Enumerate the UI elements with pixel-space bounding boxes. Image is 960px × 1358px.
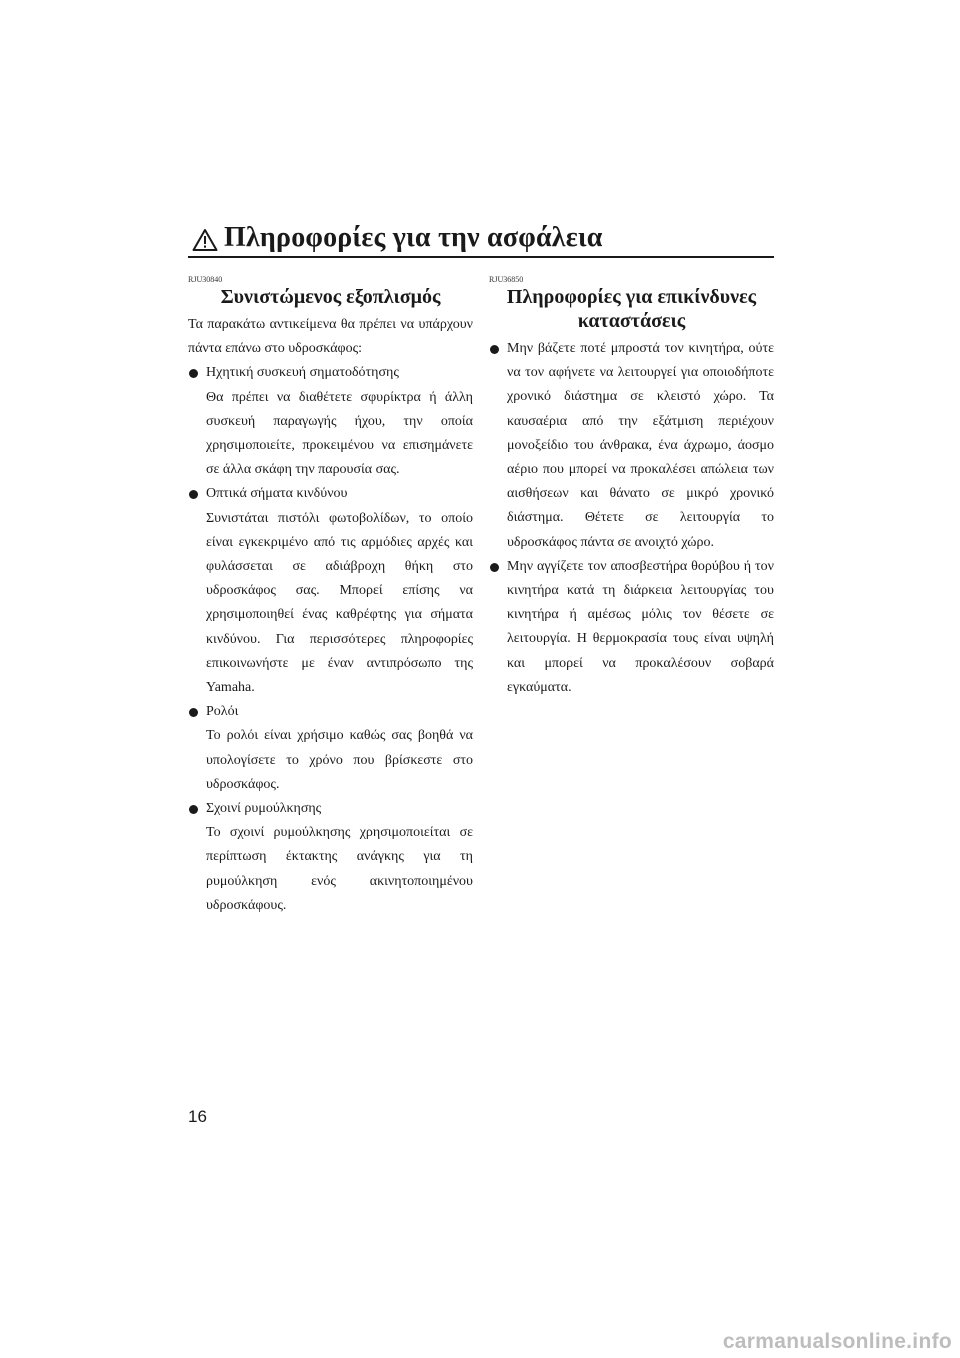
left-column bbox=[188, 275, 473, 918]
list-item bbox=[489, 555, 774, 700]
intro-text: Τα παρακάτω αντικείμενα θα πρέπει να υπάρχουν πάντα επάνω στο υδροσκάφος: bbox=[188, 317, 473, 357]
bullet-icon bbox=[189, 708, 198, 717]
bullet-icon bbox=[189, 490, 198, 499]
list-item-body: Θα πρέπει να διαθέτετε σφυρίκτρα ή άλλη συσκευή παραγωγής ήχου, την οποία χρησιμοποιείτε, προκειμένου να επισημάνετε σε άλλα σκάφη την παρουσία σας. bbox=[206, 389, 473, 478]
list-item-body: Μην αγγίζετε τον αποσβεστήρα θορύβου ή τον κινητήρα κατά τη διάρκεια λειτουργίας του κινητήρα ή αμέσως μόλις τον θέσετε σε λειτουργία. Η θερμοκρασία τους είναι υψηλή και μπορεί να προκαλέσουν σοβαρά εγκαύματα. bbox=[507, 558, 774, 695]
list-item bbox=[489, 337, 774, 555]
list-item-body: Μην βάζετε ποτέ μπροστά τον κινητήρα, ούτε να τον αφήνετε να λειτουργεί για οποιοδήποτε χρονικό διάστημα σε κλειστό χώρο. Τα καυσαέρια από την εξάτμιση περιέχουν μονοξείδιο του άνθρακα, ένα άχρωμο, άοσμο αέριο που μπορεί να προκαλέσει απώλεια των αισθήσεων και θάνατο σε μικρό χρονικό διάστημα. Θέτετε σε λειτουργία το υδροσκάφος πάντα σε ανοιχτό χώρο. bbox=[507, 341, 774, 550]
list-item-title: Ηχητική συσκευή σηματοδότησης bbox=[206, 365, 399, 381]
list-item-title: Οπτικά σήματα κινδύνου bbox=[206, 486, 348, 502]
page-title: Πληροφορίες για την ασφάλεια bbox=[224, 222, 603, 253]
section-heading: Πληροφορίες για επικίνδυνες καταστάσεις bbox=[506, 286, 757, 332]
list-item bbox=[188, 700, 473, 797]
right-column bbox=[489, 275, 774, 700]
list-item-body: Συνιστάται πιστόλι φωτοβολίδων, το οποίο είναι εγκεκριμένο από τις αρμόδιες αρχές και φυλάσσεται σε αδιάβροχη θήκη στο υδροσκάφος σας. Μπορεί επίσης να χρησιμοποιηθεί ένας καθρέφτης για σήματα κινδύνου. Για περισσότερες πληροφορίες επικοινωνήστε με έναν αντιπρόσωπο της Yamaha. bbox=[206, 510, 473, 696]
section-header bbox=[188, 222, 774, 258]
bullet-icon bbox=[490, 345, 499, 354]
list-item bbox=[188, 361, 473, 482]
section-code: RJU30840 bbox=[188, 275, 223, 284]
warning-triangle-icon bbox=[192, 228, 218, 252]
bullet-icon bbox=[189, 369, 198, 378]
bullet-icon bbox=[490, 563, 499, 572]
list-item-title: Ρολόι bbox=[206, 704, 239, 720]
watermark: carmanualsonline.info bbox=[722, 1330, 952, 1353]
list-item-title: Σχοινί ρυμούλκησης bbox=[206, 801, 322, 817]
list-item-body: Το ρολόι είναι χρήσιμο καθώς σας βοηθά να υπολογίσετε το χρόνο που βρίσκεστε στο υδροσκάφος. bbox=[206, 728, 473, 792]
list-item-body: Το σχοινί ρυμούλκησης χρησιμοποιείται σε περίπτωση έκτακτης ανάγκης για τη ρυμούλκηση ενός ακινητοποιημένου υδροσκάφους. bbox=[206, 825, 473, 913]
list-item bbox=[188, 482, 473, 700]
section-code: RJU36850 bbox=[489, 275, 524, 284]
page-number: 16 bbox=[188, 1107, 207, 1126]
section-heading: Συνιστώμενος εξοπλισμός bbox=[220, 286, 441, 308]
bullet-icon bbox=[189, 805, 198, 814]
list-item bbox=[188, 797, 473, 918]
